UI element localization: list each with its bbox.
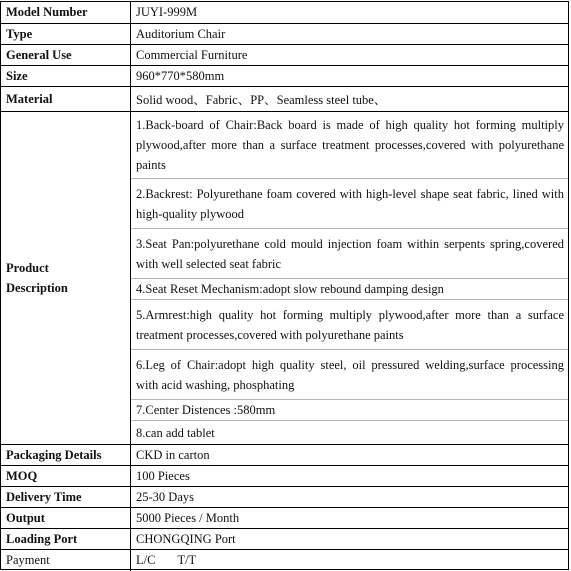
model-number-label: Model Number: [1, 2, 131, 24]
size-label: Size: [1, 66, 131, 87]
payment-value: [131, 550, 568, 571]
description-item-text: 6.Leg of Chair:adopt high quality steel, oil pressured welding,surface processing with acid washing, phosphating: [136, 357, 564, 392]
description-item-text: 2.Backrest: Polyurethane foam covered with high-level shape seat fabric, lined with high-quality plywood: [136, 186, 564, 221]
payment-method-lc: L/C: [136, 553, 156, 567]
material-label: Material: [1, 87, 131, 112]
output-value: 5000 Pieces / Month: [131, 508, 568, 529]
description-item-text: 5.Armrest:high quality hot forming multiply plywood,after more than a surface treatment processes,covered with polyurethane paints: [136, 307, 564, 342]
description-item: [131, 179, 568, 229]
loading-port-label: Loading Port: [1, 529, 131, 550]
description-item: [131, 350, 568, 400]
size-value: 960*770*580mm: [131, 66, 568, 87]
model-number-value: JUYI-999M: [131, 2, 568, 24]
payment-method-tt: T/T: [177, 553, 197, 567]
product-description-list: [131, 112, 568, 445]
general-use-value: Commercial Furniture: [131, 45, 568, 66]
description-item-text: 1.Back-board of Chair:Back board is made of high quality hot forming multiply plywood,after more than a surface treatment processes,covered with polyurethane paints: [136, 118, 564, 172]
description-item-text: 3.Seat Pan:polyurethane cold mould injection foam within serpents spring,covered with well selected seat fabric: [136, 236, 564, 271]
description-item: [131, 300, 568, 350]
description-item: [131, 112, 568, 179]
material-value: Solid wood、Fabric、PP、Seamless steel tube、: [131, 87, 568, 112]
product-spec-table: [0, 1, 569, 570]
description-item: [131, 279, 568, 300]
payment-label: Payment: [1, 550, 131, 571]
type-value: Auditorium Chair: [131, 24, 568, 45]
description-item-text: 7.Center Distences :580mm: [136, 403, 276, 417]
description-item-text: 8.can add tablet: [136, 425, 215, 440]
packaging-details-value: CKD in carton: [131, 445, 568, 466]
description-item-text: 4.Seat Reset Mechanism:adopt slow rebound damping design: [136, 282, 444, 296]
delivery-time-label: Delivery Time: [1, 487, 131, 508]
type-label: Type: [1, 24, 131, 45]
loading-port-value: CHONGQING Port: [131, 529, 568, 550]
output-label: Output: [1, 508, 131, 529]
description-item: [131, 421, 568, 444]
general-use-label: General Use: [1, 45, 131, 66]
product-description-label: Product Description: [1, 112, 131, 445]
moq-value: 100 Pieces: [131, 466, 568, 487]
delivery-time-value: 25-30 Days: [131, 487, 568, 508]
packaging-details-label: Packaging Details: [1, 445, 131, 466]
moq-label: MOQ: [1, 466, 131, 487]
description-item: [131, 229, 568, 279]
description-item: [131, 400, 568, 421]
